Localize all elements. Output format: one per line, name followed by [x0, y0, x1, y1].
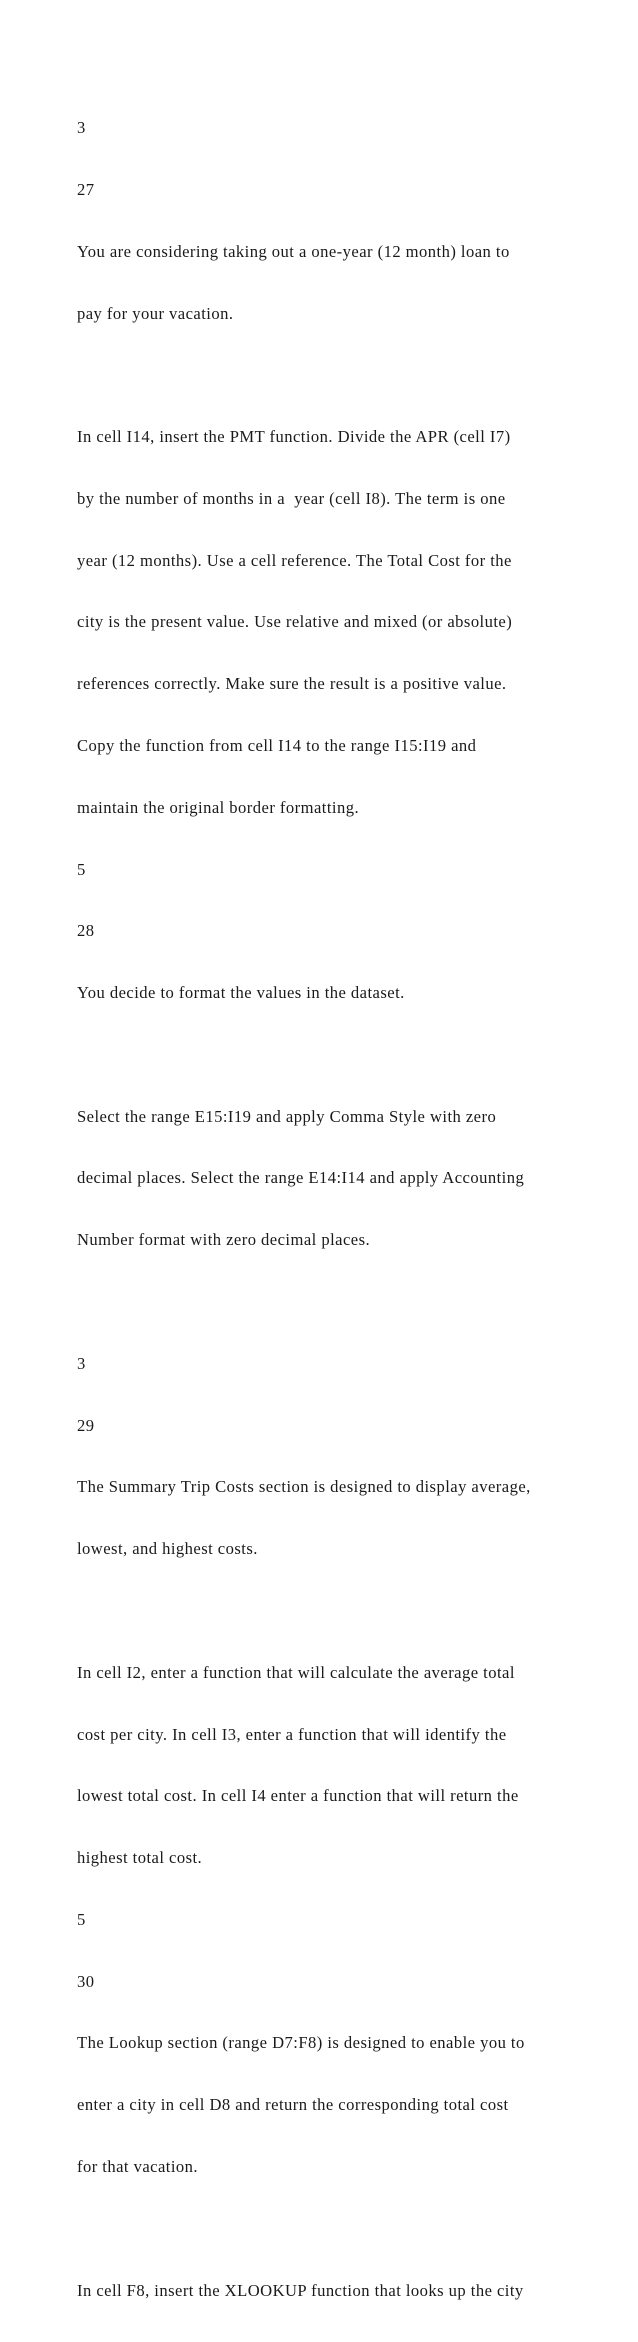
- text-line: cost per city. In cell I3, enter a function that will identify the: [77, 1724, 507, 1744]
- blank-line: [77, 365, 597, 386]
- points-value: 5: [77, 1909, 86, 1929]
- text-line: highest total cost.: [77, 1848, 203, 1868]
- blank-line: [77, 1045, 597, 1066]
- text-line: city is the present value. Use relative and mixed (or absolute): [77, 612, 513, 632]
- step-number: 28: [77, 921, 95, 941]
- text-line: for that vacation.: [77, 2156, 198, 2176]
- blank-line: [77, 1601, 597, 1622]
- step-number: 29: [77, 1415, 95, 1435]
- text-line: The Summary Trip Costs section is designed to display average,: [77, 1477, 531, 1497]
- text-line: references correctly. Make sure the result is a positive value.: [77, 674, 507, 694]
- text-line: decimal places. Select the range E14:I14 and apply Accounting: [77, 1168, 525, 1188]
- points-value: 5: [77, 859, 86, 879]
- blank-line: [77, 2219, 597, 2240]
- text-line: year (12 months). Use a cell reference. The Total Cost for the: [77, 550, 512, 570]
- text-line: Number format with zero decimal places.: [77, 1230, 371, 1250]
- text-line: enter a city in cell D8 and return the corresponding total cost: [77, 2095, 509, 2115]
- text-line: Copy the function from cell I14 to the range I15:I19 and: [77, 736, 477, 755]
- points-value: 3: [77, 1353, 86, 1373]
- text-line: You are considering taking out a one-year (12 month) loan to: [77, 241, 510, 261]
- text-line: In cell F8, insert the XLOOKUP function that looks up the city: [77, 2280, 524, 2300]
- points-value: 3: [77, 118, 86, 138]
- text-line: Select the range E15:I19 and apply Comma Style with zero: [77, 1106, 497, 1126]
- blank-line: [77, 1292, 597, 1313]
- text-line: maintain the original border formatting.: [77, 797, 360, 817]
- step-number: 27: [77, 179, 95, 199]
- text-line: In cell I2, enter a function that will calculate the average total: [77, 1662, 515, 1682]
- text-line: by the number of months in a year (cell I8). The term is one: [77, 488, 506, 508]
- step-number: 30: [77, 1971, 95, 1991]
- document-body: [77, 77, 597, 2342]
- text-line: The Lookup section (range D7:F8) is designed to enable you to: [77, 2033, 525, 2053]
- text-line: You decide to format the values in the dataset.: [77, 983, 405, 1003]
- text-line: lowest, and highest costs.: [77, 1539, 258, 1559]
- text-line: pay for your vacation.: [77, 303, 234, 323]
- text-line: lowest total cost. In cell I4 enter a function that will return the: [77, 1786, 519, 1806]
- text-line: In cell I14, insert the PMT function. Divide the APR (cell I7): [77, 427, 511, 447]
